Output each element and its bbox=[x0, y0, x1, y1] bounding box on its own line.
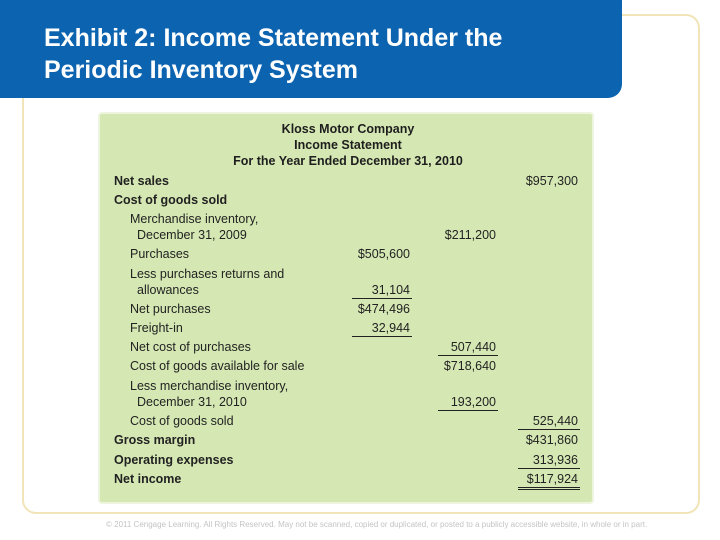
row-label: December 31, 2010 bbox=[137, 395, 247, 409]
amount-subtotal: $211,200 bbox=[444, 228, 496, 242]
income-statement-panel bbox=[98, 112, 594, 504]
amount-total: $957,300 bbox=[525, 174, 578, 188]
statement-row bbox=[100, 472, 596, 488]
amount-detail: 32,944 bbox=[350, 321, 410, 335]
statement-row bbox=[100, 174, 596, 190]
statement-row bbox=[100, 212, 596, 228]
row-label: Purchases bbox=[130, 247, 190, 261]
statement-row bbox=[100, 395, 596, 411]
statement-row bbox=[100, 321, 596, 337]
statement-period: For the Year Ended December 31, 2010 bbox=[233, 154, 463, 168]
amount-detail: $505,600 bbox=[357, 247, 410, 261]
row-label: Cost of goods sold bbox=[114, 193, 228, 207]
row-label: Less merchandise inventory, bbox=[130, 379, 289, 393]
row-label: Cost of goods available for sale bbox=[130, 359, 305, 373]
row-label: Net sales bbox=[114, 174, 169, 188]
statement-name: Income Statement bbox=[294, 138, 402, 152]
row-label: Freight-in bbox=[130, 321, 183, 335]
statement-row bbox=[100, 247, 596, 263]
amount-subtotal: $718,640 bbox=[443, 359, 496, 373]
amount-detail: 31,104 bbox=[350, 283, 410, 297]
amount-subtotal: 507,440 bbox=[436, 340, 496, 354]
row-label: allowances bbox=[137, 283, 199, 297]
company-name: Kloss Motor Company bbox=[281, 122, 415, 136]
row-label: Cost of goods sold bbox=[130, 414, 234, 428]
statement-row bbox=[100, 433, 596, 449]
statement-row bbox=[100, 359, 596, 375]
statement-row bbox=[100, 302, 596, 318]
row-label: Operating expenses bbox=[114, 453, 234, 467]
amount-subtotal: 193,200 bbox=[436, 395, 496, 409]
row-label: Net cost of purchases bbox=[130, 340, 251, 354]
amount-total: $431,860 bbox=[525, 433, 578, 447]
row-label: Less purchases returns and bbox=[130, 267, 285, 281]
statement-row bbox=[100, 414, 596, 430]
amount-total: $117,924 bbox=[516, 472, 578, 486]
title-banner bbox=[0, 0, 622, 98]
row-label: Merchandise inventory, bbox=[130, 212, 259, 226]
copyright-footer: © 2011 Cengage Learning. All Rights Reserved. May not be scanned, copied or duplicated, or posted to a publicly accessible website, in whole or in part. bbox=[106, 520, 648, 529]
row-label: December 31, 2009 bbox=[137, 228, 247, 242]
slide-title: Exhibit 2: Income Statement Under the Periodic Inventory System bbox=[44, 24, 503, 84]
statement-row bbox=[100, 267, 596, 283]
amount-detail: $474,496 bbox=[357, 302, 410, 316]
statement-row bbox=[100, 283, 596, 299]
amount-total: 313,936 bbox=[516, 453, 578, 467]
row-label: Net purchases bbox=[130, 302, 211, 316]
row-label: Net income bbox=[114, 472, 182, 486]
statement-row bbox=[100, 193, 596, 209]
statement-row bbox=[100, 340, 596, 356]
statement-row bbox=[100, 379, 596, 395]
statement-row bbox=[100, 228, 596, 244]
row-label: Gross margin bbox=[114, 433, 196, 447]
statement-row bbox=[100, 453, 596, 469]
amount-total: 525,440 bbox=[516, 414, 578, 428]
